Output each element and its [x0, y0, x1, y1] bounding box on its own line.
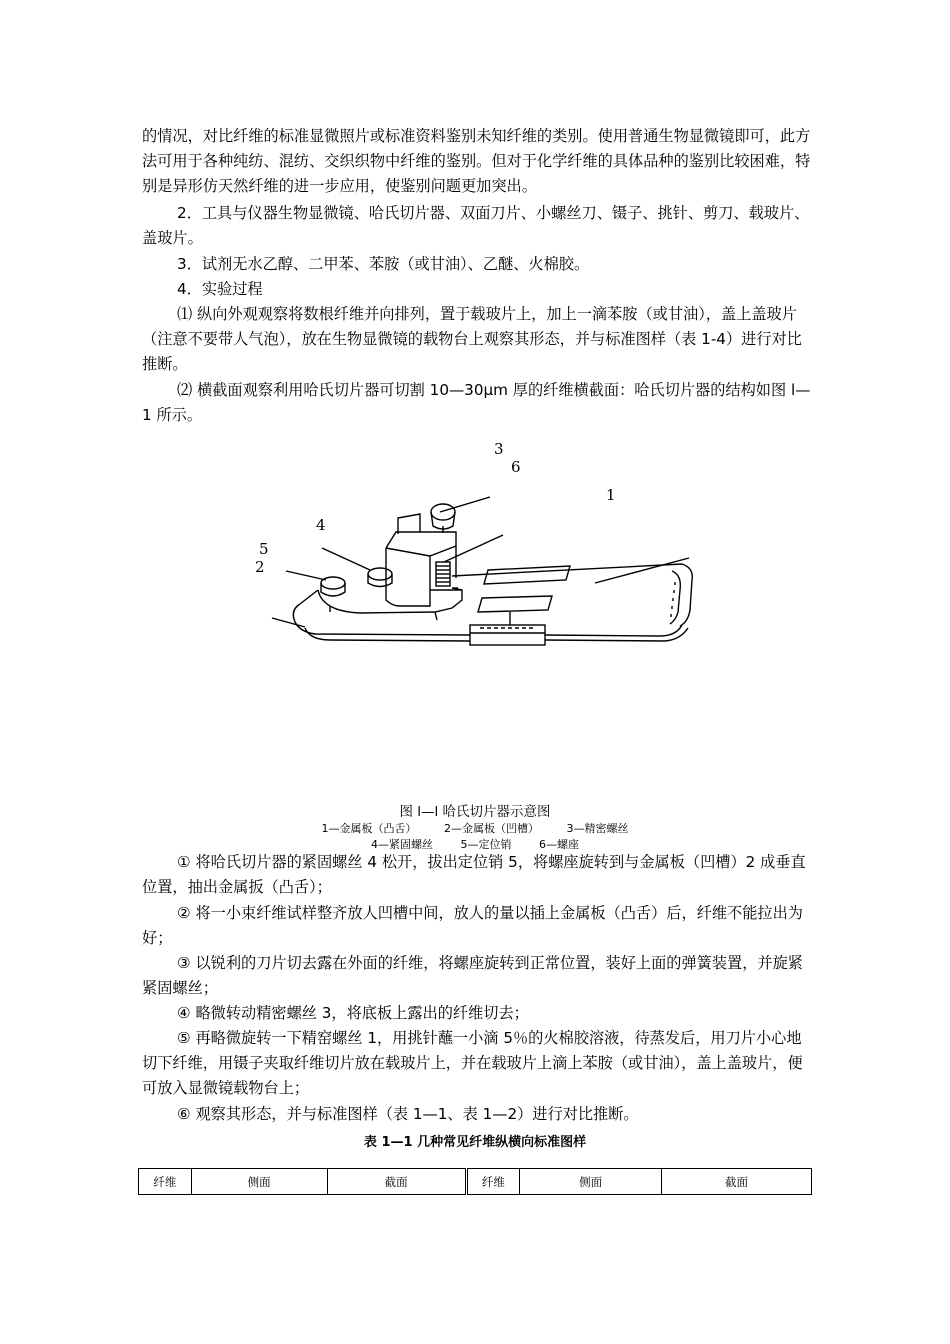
header-side: 侧面 [520, 1169, 662, 1195]
legend-item-3: 3—精密螺丝 [566, 822, 629, 835]
legend-item-2: 2—金属板（凹槽） [444, 822, 539, 835]
figure-label-4: 4 [316, 516, 326, 534]
header-side: 侧面 [191, 1169, 327, 1195]
legend-item-6: 6—螺座 [539, 838, 579, 851]
fiber-standard-table [138, 1168, 812, 1195]
step-6: ⑥ 观察其形态，并与标准图样（表 1—1、表 1—2）进行对比推断。 [177, 1105, 639, 1123]
longitudinal-paragraph: ⑴ 纵向外观观察将数根纤维并向排列，置于载玻片上，加上一滴苯胺（或甘油），盖上盖玻片（注意不要带人气泡），放在生物显微镜的载物台上观察其形态，并与标准图样（表 1-4）进行对比推断。 [142, 305, 802, 373]
reagents-paragraph: 3．试剂无水乙醇、二甲苯、苯胺（或甘油）、乙醚、火棉胶。 [177, 255, 590, 273]
tools-paragraph: 2．工具与仪器生物显微镜、哈氏切片器、双面刀片、小螺丝刀、镊子、挑针、剪刀、载玻片、盖玻片。 [142, 204, 810, 247]
figure-label-6: 6 [511, 458, 521, 476]
table-header-row [139, 1169, 812, 1195]
step-1: ① 将哈氏切片器的紧固螺丝 4 松开，拔出定位销 5，将螺座旋转到与金属板（凹槽）2 成垂直位置，抽出金属扳（凸舌）； [142, 853, 806, 896]
step-5: ⑤ 再略微旋转一下精窑螺丝 1，用挑针蘸一小滴 5％的火棉胶溶液，待蒸发后，用刀片小心地切下纤维，用镊子夹取纤维切片放在载玻片上，并在载玻片上滴上苯胺（或甘油），盖上盖玻片，便可放入显微镜载物台上； [142, 1029, 803, 1097]
figure-label-5: 5 [259, 540, 269, 558]
header-fiber: 纤维 [466, 1169, 520, 1195]
cross-section-paragraph: ⑵ 横截面观察利用哈氏切片器可切割 10—30μm 厚的纤维横截面：哈氏切片器的结构如图 l—1 所示。 [142, 381, 811, 424]
header-cross-section: 截面 [327, 1169, 466, 1195]
intro-paragraph: 的情况，对比纤维的标准显微照片或标准资料鉴别未知纤维的类别。使用普通生物显微镜即可，此方法可用于各种纯纺、混纺、交织织物中纤维的鉴别。但对于化学纤维的具体品种的鉴别比较困难，特别是异形仿天然纤维的进一步应用，使鉴别问题更加突出。 [142, 127, 811, 195]
step-4: ④ 略微转动精密螺丝 3，将底板上露出的纤维切去； [177, 1004, 529, 1022]
figure-label-1: 1 [606, 486, 616, 504]
procedure-heading: 4．实验过程 [177, 280, 263, 298]
figure-title: 图 l—l 哈氏切片器示意图 [399, 804, 551, 820]
figure-label-3: 3 [494, 440, 504, 458]
step-2: ② 将一小束纤维试样整齐放人凹槽中间，放人的量以插上金属板（凸舌）后，纤维不能拉出为好； [142, 904, 803, 947]
table-title: 表 1—1 几种常见纤堆纵横向标准图样 [363, 1135, 587, 1150]
figure-label-2: 2 [255, 558, 265, 576]
figure-legend-line1 [0, 820, 950, 836]
header-cross-section: 截面 [662, 1169, 812, 1195]
step-3: ③ 以锐利的刀片切去露在外面的纤维，将螺座旋转到正常位置，装好上面的弹簧装置，并旋紧紧固螺丝； [142, 954, 803, 997]
legend-item-1: 1—金属板（凸舌） [321, 822, 417, 835]
legend-item-5: 5—定位销 [460, 838, 512, 851]
header-fiber: 纤维 [139, 1169, 192, 1195]
legend-item-4: 4—紧固螺丝 [371, 838, 433, 851]
